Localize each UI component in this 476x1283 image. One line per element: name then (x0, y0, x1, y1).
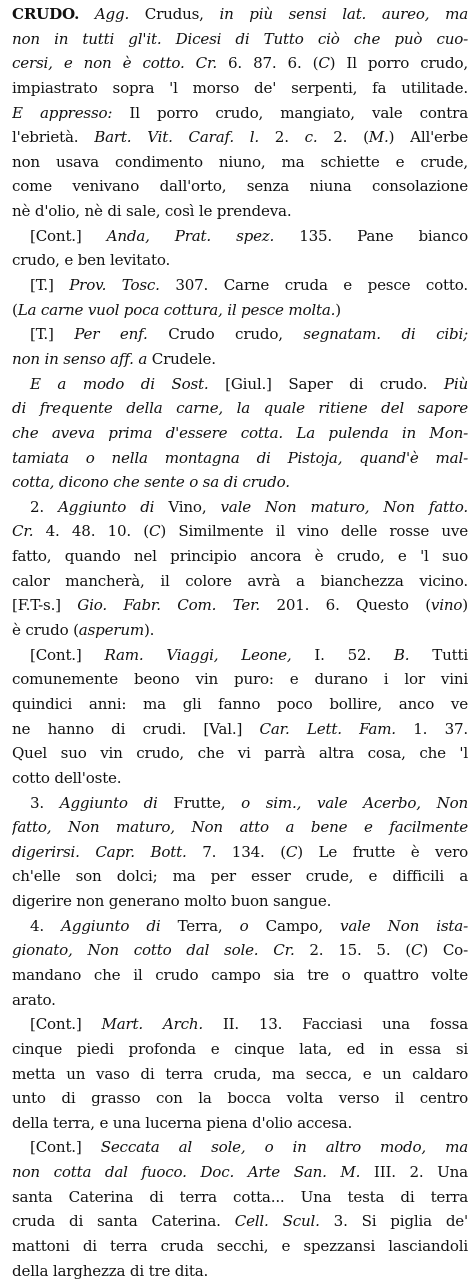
headword: CRUDO. (12, 5, 80, 23)
text-line (12, 1012, 468, 1037)
italic-segment: che aveva prima d'essere cotta. La pulenda in Mon- (12, 423, 468, 442)
text-segment: l'ebrietà. (12, 128, 95, 147)
text-segment: 2. 15. 5. ( (294, 941, 411, 960)
italic-segment: c. (304, 128, 318, 147)
text-line (12, 495, 468, 520)
italic-segment: Per enf. (74, 325, 148, 344)
text-line (12, 1209, 468, 1234)
text-line (12, 1234, 468, 1259)
italic-segment: in più sensi lat. aureo, ma (219, 5, 468, 23)
text-segment: 3. Si piglia de' (319, 1212, 468, 1231)
text-segment: 135. Pane bianco (274, 226, 468, 245)
text-segment: quindici anni: ma gli fanno poco bollire, anco ve (12, 694, 468, 713)
text-segment: ). (143, 621, 155, 640)
text-segment: Crudus, (129, 5, 220, 23)
text-line (12, 125, 468, 150)
text-segment: ) (335, 300, 341, 319)
text-segment: 2. ( (317, 128, 369, 147)
text-segment: ] (47, 276, 70, 295)
text-segment: 307. Carne cruda e pesce cotto. (159, 276, 468, 295)
text-line (12, 1185, 468, 1210)
text-line (12, 1111, 468, 1136)
text-segment: ch'elle son dolci; ma per esser crude, e difficili a (12, 867, 468, 886)
text-segment: Vino, (154, 497, 221, 516)
italic-segment: digerirsi. Capr. Bott. (12, 842, 187, 861)
text-line (12, 1062, 468, 1087)
text-segment: impiastrato sopra 'l morso de' serpenti, fa utilitade. (12, 78, 468, 97)
italic-segment: Seccata al sole, o in altro modo, ma (100, 1138, 468, 1157)
text-line (12, 938, 468, 963)
text-segment: cinque piedi profonda e cinque lata, ed in essa si (12, 1039, 468, 1058)
text-segment: II. 13. Facciasi una fossa (202, 1015, 468, 1034)
text-line (12, 1086, 468, 1111)
text-segment: Terra, (160, 916, 240, 935)
text-segment: Tutti (409, 645, 468, 664)
italic-segment: Mart. Arch. (101, 1015, 203, 1034)
italic-segment: Car. Lett. Fam. (259, 719, 396, 738)
italic-segment: segnatam. di cibi; (303, 325, 468, 344)
text-segment: [Cont.] (30, 645, 105, 664)
text-segment: Campo, (248, 916, 341, 935)
italic-segment: fatto, Non maturo, Non atto a bene e facilmente (12, 818, 468, 837)
text-segment: ) Co- (422, 941, 468, 960)
text-segment: Il porro crudo, mangiato, vale contra (112, 103, 468, 122)
text-line (12, 791, 468, 816)
italic-segment: La carne vuol poca cottura, il pesce molta. (17, 300, 336, 319)
text-line (12, 421, 468, 446)
text-line (12, 569, 468, 594)
italic-segment: asperum (78, 621, 144, 640)
text-segment: 201. 6. Questo ( (260, 596, 431, 615)
text-segment: [ (30, 276, 36, 295)
text-segment: è crudo ( (12, 621, 79, 640)
text-segment: santa Caterina di terra cotta... Una testa di terra (12, 1187, 468, 1206)
text-line (12, 840, 468, 865)
text-line (12, 224, 468, 249)
text-line (12, 101, 468, 126)
text-segment: comunemente beono vin puro: e durano i lor vini (12, 670, 468, 689)
text-segment: III. 2. Una (360, 1163, 468, 1182)
text-line (12, 372, 468, 397)
italic-segment: C (410, 941, 423, 960)
text-segment: ) Le frutte è vero (297, 842, 468, 861)
italic-segment: tamiata o nella montagna di Pistoja, quand'è mal- (12, 448, 468, 467)
italic-segment: B. (393, 645, 410, 664)
italic-segment: o sim., vale Acerbo, Non (241, 793, 468, 812)
italic-segment: E appresso: (12, 103, 113, 122)
headword-line (12, 2, 468, 27)
text-line (12, 544, 468, 569)
text-segment: mattoni di terra cruda secchi, e spezzansi lasciandoli (12, 1237, 468, 1256)
text-segment: 6. 87. 6. ( (216, 54, 319, 73)
source-tag: T. (35, 276, 48, 295)
text-segment: Crudele. (147, 349, 216, 368)
text-segment: ) (462, 596, 468, 615)
italic-segment: Bart. Vit. Caraf. l. (94, 128, 259, 147)
text-segment: 4. (30, 916, 62, 935)
text-line (12, 322, 468, 347)
italic-segment: non cotta dal fuoco. Doc. Arte San. M. (12, 1163, 361, 1182)
text-line (12, 519, 468, 544)
text-line (12, 446, 468, 471)
text-segment: come venivano dall'orto, senza niuna consolazione (12, 177, 468, 196)
text-segment: 1. 37. (395, 719, 468, 738)
italic-segment: cersi, e non è cotto. Cr. (12, 54, 217, 73)
dictionary-entry-crudo (12, 2, 468, 1283)
text-line (12, 717, 468, 742)
text-segment: non usava condimento niuno, ma schiette e crude, (12, 152, 468, 171)
text-line (12, 1160, 468, 1185)
text-segment: ) Il porro crudo, (329, 54, 468, 73)
text-segment: 3. (30, 793, 60, 812)
italic-segment: a (138, 349, 148, 368)
text-segment: digerire non generano molto buon sangue. (12, 892, 332, 911)
text-line (12, 692, 468, 717)
text-segment (79, 5, 95, 23)
text-line (12, 864, 468, 889)
text-segment: [ (30, 325, 36, 344)
italic-segment: Agg. (94, 5, 130, 23)
italic-segment: Aggiunto di (59, 793, 158, 812)
italic-segment: Anda, Prat. spez. (106, 226, 275, 245)
text-line (12, 889, 468, 914)
text-line (12, 347, 468, 372)
italic-segment: Gio. Fabr. Com. Ter. (77, 596, 261, 615)
text-segment: mandano che il crudo campo sia tre o quattro volte (12, 965, 468, 984)
text-line (12, 273, 468, 298)
italic-segment: vino (430, 596, 463, 615)
text-segment: ) Similmente il vino delle rosse uve (160, 522, 468, 541)
text-segment: metta un vaso di terra cruda, ma secca, e un caldaro (12, 1064, 468, 1083)
text-segment: 2. (30, 497, 59, 516)
text-segment: 4. 48. 10. ( (33, 522, 149, 541)
text-segment: Frutte, (157, 793, 242, 812)
text-segment: arato. (12, 990, 56, 1009)
text-segment: [Giul.] Saper di crudo. (208, 374, 444, 393)
text-segment: [F.T-s.] (12, 596, 78, 615)
italic-segment: Cell. Scul. (234, 1212, 320, 1231)
italic-segment: vale Non ista- (340, 916, 468, 935)
text-line (12, 815, 468, 840)
italic-segment: M. (368, 128, 389, 147)
italic-segment: Aggiunto di (61, 916, 161, 935)
text-segment: cotto dell'oste. (12, 768, 122, 787)
text-line (12, 643, 468, 668)
text-line (12, 988, 468, 1013)
text-line (12, 470, 468, 495)
italic-segment: Più (443, 374, 468, 393)
italic-segment: C (285, 842, 298, 861)
text-line (12, 248, 468, 273)
italic-segment: Cr. (12, 522, 34, 541)
text-line (12, 593, 468, 618)
text-segment: fatto, quando nel principio ancora è crudo, e 'l suo (12, 547, 468, 566)
text-segment: calor mancherà, il colore avrà a bianchezza vicino. (12, 571, 468, 590)
text-segment: Crudo crudo, (147, 325, 304, 344)
italic-segment: E a modo di Sost. (30, 374, 209, 393)
text-segment: [Cont.] (30, 1138, 101, 1157)
italic-segment: non in tutti gl'it. Dicesi di Tutto ciò che può cuo- (12, 29, 468, 48)
text-segment: I. 52. (291, 645, 394, 664)
text-line (12, 618, 468, 643)
text-line (12, 1135, 468, 1160)
text-line (12, 298, 468, 323)
text-line (12, 766, 468, 791)
italic-segment: C (148, 522, 161, 541)
text-line (12, 1037, 468, 1062)
text-line (12, 963, 468, 988)
text-segment: cruda di santa Caterina. (12, 1212, 235, 1231)
italic-segment: C (318, 54, 330, 73)
text-segment: Quel suo vin crudo, che vi parrà altra cosa, che 'l (12, 744, 468, 763)
italic-segment: o (239, 916, 249, 935)
text-line (12, 667, 468, 692)
text-segment: della larghezza di tre dita. (12, 1261, 209, 1280)
italic-segment: gionato, Non cotto dal sole. Cr. (12, 941, 295, 960)
italic-segment: vale Non maturo, Non fatto. (220, 497, 468, 516)
text-line (12, 1259, 468, 1283)
text-segment: unto di grasso con la bocca volta verso il centro (12, 1089, 468, 1108)
text-line (12, 396, 468, 421)
text-segment: 2. (258, 128, 305, 147)
italic-segment: Ram. Viaggi, Leone, (104, 645, 292, 664)
text-segment: [Cont.] (30, 1015, 102, 1034)
text-segment: nè d'olio, nè di sale, così le prendeva. (12, 202, 292, 221)
text-line (12, 914, 468, 939)
italic-segment: Prov. Tosc. (69, 276, 160, 295)
text-segment: della terra, e una lucerna piena d'olio accesa. (12, 1113, 353, 1132)
italic-segment: non in senso aff. (12, 349, 134, 368)
text-segment: ] (47, 325, 75, 344)
text-line (12, 27, 468, 52)
text-line (12, 150, 468, 175)
text-line (12, 174, 468, 199)
italic-segment: di frequente della carne, la quale ritiene del sapore (12, 399, 468, 418)
text-line (12, 76, 468, 101)
text-segment: 7. 134. ( (186, 842, 286, 861)
source-tag: T. (35, 325, 48, 344)
italic-segment: Aggiunto di (58, 497, 155, 516)
text-line (12, 199, 468, 224)
text-line (12, 51, 468, 76)
italic-segment: cotta, dicono che sente o sa di crudo. (12, 473, 290, 492)
text-segment: ne hanno di crudi. [Val.] (12, 719, 260, 738)
text-segment: ) All'erbe (388, 128, 468, 147)
text-segment: [Cont.] (30, 226, 107, 245)
text-segment: crudo, e ben levitato. (12, 251, 171, 270)
text-line (12, 741, 468, 766)
text-segment: ( (12, 300, 18, 319)
